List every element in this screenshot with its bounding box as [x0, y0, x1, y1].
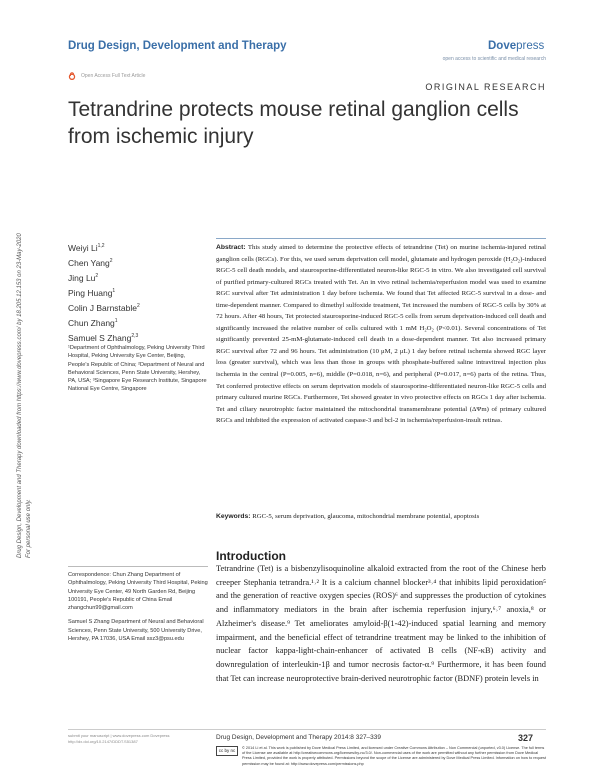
cc-license-badge-icon[interactable]: cc by nc: [216, 746, 238, 756]
abstract: [216, 242, 546, 427]
keywords: [216, 511, 546, 523]
author-item: Chen Yang$^2$: [68, 257, 113, 268]
journal-title: Drug Design, Development and Therapy: [68, 40, 287, 52]
correspondence-chun-zhang: Correspondence: Chun Zhang Department of Ophthalmology, Peking University Third Hospital, Peking University Eye Center, 49 North Garden Rd, Beijing 100191, People's Republic of China Email zhangchun99@gmail.com: [68, 572, 208, 612]
affiliations: ¹Department of Ophthalmology, Peking University Third Hospital, Peking University Eye Center, Beijing, People's Republic of China; ²Department of Neural and Behavioral Sciences, Penn State University, Hershey, PA, USA; ³Singapore Eye Research Institute, Singapore National Eye Centre, Singapore: [68, 345, 207, 393]
open-access-label: Open Access Full Text Article: [81, 73, 146, 79]
open-access-row: [68, 72, 145, 80]
publisher-tagline: open access to scientific and medical research: [442, 56, 546, 62]
intro-paragraph: Tetrandrine (Tet) is a bisbenzylisoquinoline alkaloid extracted from the root of the Chinese herb creeper Stephania tetrandra.¹˒² It is a calcium channel blocker³˒⁴ that inhibits lipid peroxidation⁵ and the generation of reactive oxygen species (ROS)⁶ and suppresses the production of cytokines and inflammatory mediators in the brain after ischemia reperfusion injury,⁶˒⁷ anoxia,⁸ or Alzheimer's disease.⁹ Tet ameliorates amyloid-β(1-42)-induced spatial learning and memory impairment, and the beneficial effect of tetrandrine treatment may be linked to the inhibition of nuclear factor kappa-light-chain-enhancer of activated B cells (NF-κB) activity and downregulation of interleukin-1β and tumor necrosis factor-α.⁹ Furthermore, it has been found that Tet can increase neuroprotective brain-derived neurotrophic factor (BDNF) protein levels in: [216, 564, 546, 683]
author-item: Samuel S Zhang$^{2,3}$: [68, 333, 139, 344]
author-list: [68, 240, 140, 345]
license-block: [216, 746, 546, 767]
footer-rule: [68, 729, 546, 730]
introduction-text: [216, 562, 546, 685]
download-note-line: Drug Design, Development and Therapy downloaded from https://www.dovepress.com/ by 18.205.12.153 on 23-May-2020: [17, 233, 23, 558]
press-word: press: [516, 40, 545, 52]
abstract-label: Abstract:: [216, 244, 246, 251]
footer-citation: Drug Design, Development and Therapy 2014:8 327–339: [216, 734, 382, 741]
author-item: Chun Zhang$^1$: [68, 317, 118, 328]
introduction-heading: Introduction: [216, 549, 286, 563]
download-side-note: [16, 118, 46, 558]
author-item: Ping Huang$^1$: [68, 287, 116, 298]
correspondence: [68, 571, 208, 649]
keywords-text: RGC-5, serum deprivation, glaucoma, mitochondrial membrane potential, apoptosis: [250, 513, 480, 520]
license-text: © 2014 Li et al. This work is published by Dove Medical Press Limited, and licensed under Creative Commons Attribution – Non Commercial (unported, v3.0) License. The full terms of the License are available at http://creativecommons.org/licenses/by-nc/3.0/. Non-commercial uses of the work are permitted without any further permission from Dove Medical Press Limited, provided the work is properly attributed. Permissions beyond the scope of the License are administered by Dove Medical Press Limited. Information on how to request permission may be found at: http://www.dovepress.com/permissions.php: [242, 746, 546, 766]
dovepress-logo[interactable]: [488, 40, 544, 52]
keywords-label: Keywords:: [216, 513, 251, 520]
page-number: 327: [518, 733, 534, 743]
abstract-text: This study aimed to determine the protective effects of tetrandrine (Tet) on murine ischemia-injured retinal ganglion cells (RGCs). For this, we used serum deprivation cell model, glutamate and hydrogen peroxide (H₂O₂)-induced RGC-5 cell death models, and staurosporine-differentiated neuron-like RGC-5 in vitro. We also investigated cell survival of purified primary-cultured RGCs treated with Tet. An in vivo retinal ischemia/reperfusion model was used to examine RGC survival after Tet administration 1 day before ischemia. We found that Tet affected RGC-5 survival in a dose- and time-dependent manner. Compared to dimethyl sulfoxide treatment, Tet increased the numbers of RGC-5 cells by 30% at 72 hours. After 48 hours, Tet protected staurosporine-induced RGC-5 cells from serum deprivation-induced cell death and significantly increased the relative number of cells cultured with 1 mM H₂O₂ (P<0.01). Several concentrations of Tet significantly prevented 25-mM-glutamate-induced cell death in a dose-dependent manner. Tet also increased primary RGC survival after 72 and 96 hours. Tet administration (10 μM, 2 μL) 1 day before retinal ischemia showed RGC layer loss (greater survival), which was less than those in groups with phosphate-buffered saline intravitreal injection plus ischemia in the central (P=0.005, n=6), middle (P=0.018, n=6), and peripheral (P=0.017, n=6) parts of the retina. Thus, Tet conferred protective effects on serum deprivation models of staurosporine-differentiated neuron-like RGC-5 cells and primary cultured murine RGCs. Furthermore, Tet showed greater in vivo protective effects on RGCs 1 day after ischemia. Tet and ciliary neurotrophic factor maintained the mitochondrial transmembrane potential (ΔΨm) of primary cultured RGCs and inhibited the expression of activated caspase-3 and bcl-2 in ischemia/reperfusion-insult retinas.: [216, 244, 546, 425]
dove-word: Dove: [488, 40, 517, 52]
footer-submit-doi[interactable]: submit your manuscript | www.dovepress.com Dovepress http://dx.doi.org/10.2147/DDDT.S51387: [68, 733, 170, 744]
correspondence-samuel-zhang: Samuel S Zhang Department of Neural and Behavioral Sciences, Penn State University, 500 University Drive, Hershey, PA 17036, USA Email ssz3@psu.edu: [68, 619, 204, 643]
abstract-top-rule: [216, 238, 546, 239]
author-item: Jing Lu$^2$: [68, 272, 99, 283]
author-item: Colin J Barnstable$^2$: [68, 302, 140, 313]
article-type: ORIGINAL RESEARCH: [425, 82, 546, 92]
paper-title: Tetrandrine protects mouse retinal ganglion cells from ischemic injury: [68, 98, 519, 148]
author-item: Weiyi Li$^{1,2}$: [68, 242, 105, 253]
open-access-lock-icon: [68, 72, 76, 80]
correspondence-rule: [68, 566, 208, 567]
personal-use-note: For personal use only.: [26, 499, 32, 558]
